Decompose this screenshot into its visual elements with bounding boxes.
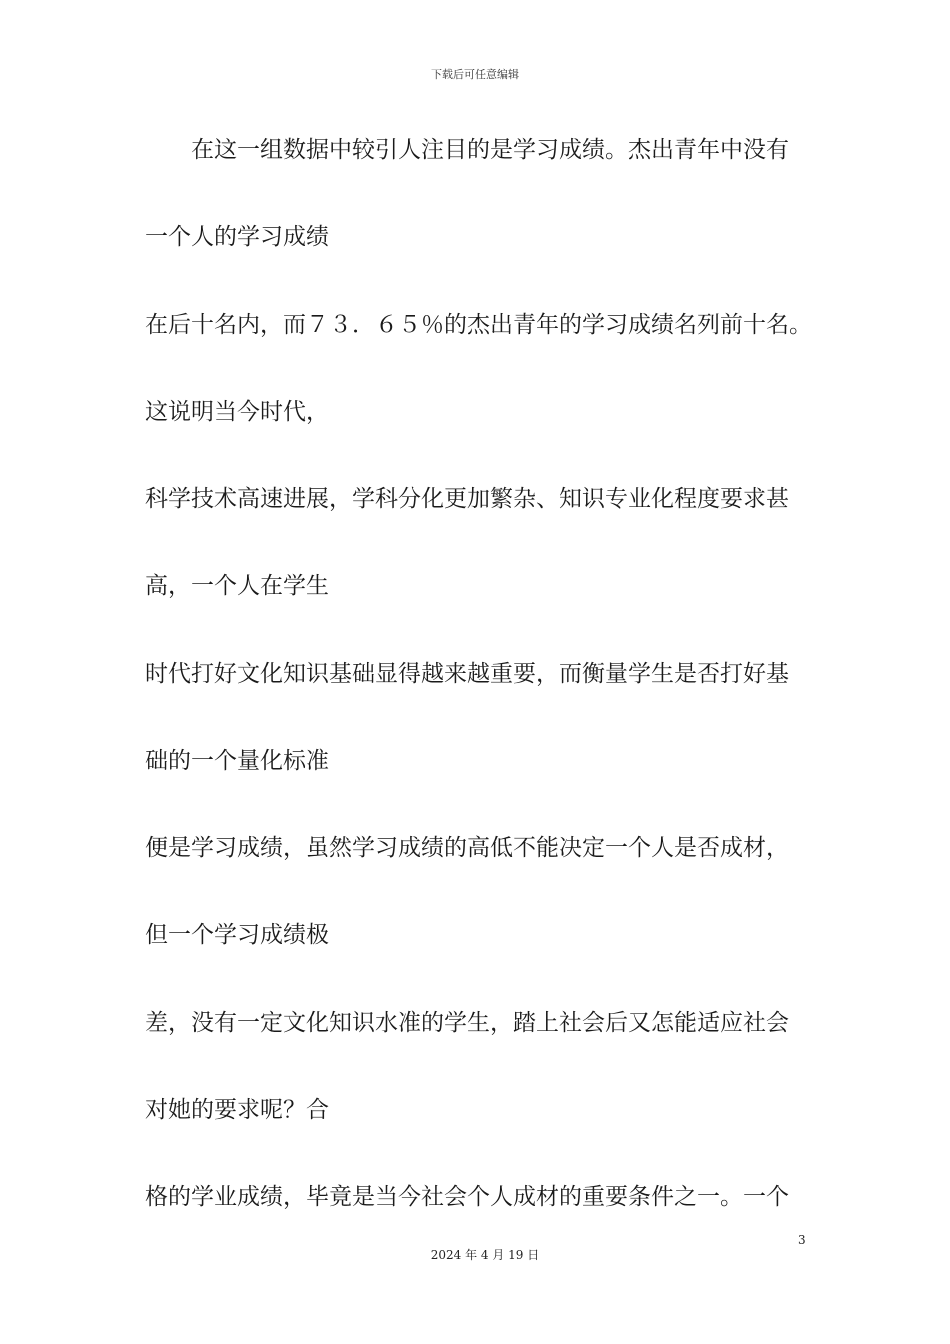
page-header: 下载后可任意编辑: [431, 68, 519, 81]
paragraph-line-12: 对她的要求呢？合: [145, 1097, 329, 1123]
paragraph-line-7: 时代打好文化知识基础显得越来越重要，而衡量学生是否打好基: [145, 661, 789, 687]
paragraph-line-6: 高，一个人在学生: [145, 573, 329, 599]
paragraph-line-9: 便是学习成绩，虽然学习成绩的高低不能决定一个人是否成材，: [145, 835, 789, 861]
paragraph-line-1: 在这一组数据中较引人注目的是学习成绩。杰出青年中没有: [191, 137, 789, 163]
paragraph-line-11: 差，没有一定文化知识水准的学生，踏上社会后又怎能适应社会: [145, 1010, 789, 1036]
page-number: 3: [798, 1233, 806, 1247]
page-footer-date: 2024 年 4 月 19 日: [430, 1248, 540, 1262]
paragraph-line-2: 一个人的学习成绩: [145, 224, 329, 250]
paragraph-line-4: 这说明当今时代，: [145, 399, 329, 425]
paragraph-line-5: 科学技术高速进展，学科分化更加繁杂、知识专业化程度要求甚: [145, 486, 789, 512]
paragraph-line-10: 但一个学习成绩极: [145, 922, 329, 948]
paragraph-line-8: 础的一个量化标准: [145, 748, 329, 774]
paragraph-line-13: 格的学业成绩，毕竟是当今社会个人成材的重要条件之一。一个: [145, 1184, 789, 1210]
paragraph-line-3: 在后十名内，而７３．６５％的杰出青年的学习成绩名列前十名。: [145, 312, 812, 338]
